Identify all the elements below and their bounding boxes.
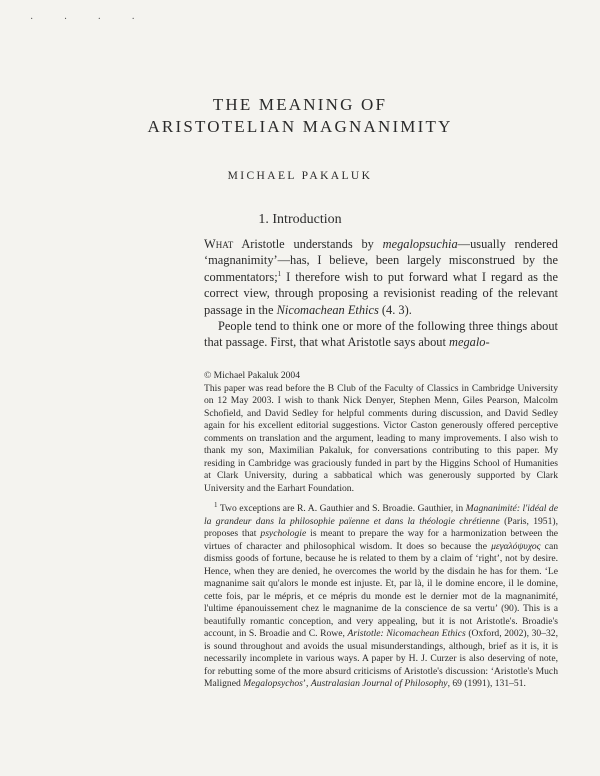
section-heading: 1. Introduction (258, 212, 342, 227)
paragraph-1: What Aristotle understands by megalopsuchia—usually rendered ‘magnanimity’—has, I believe, been largely misconstrued by the commentators;$^1$ I therefore wish to put forward what I regard as the correct view, through proposing a revisionist reading of the relevant passage in the Nicomachean Ethics (4. 3). (204, 237, 558, 317)
body-text (204, 236, 558, 351)
footnote-number: 1 (214, 500, 218, 509)
greek-term: μεγαλόψυχος (491, 540, 541, 552)
work-title: Nicomachean Ethics (276, 302, 379, 317)
paragraph-2: People tend to think one or more of the following three things about that passage. First, that what Aristotle says about megalo- (204, 319, 558, 350)
cited-work: Magnanimité: l'idéal de la grandeur dans la philosophie païenne et dans la théologie chrétienne (204, 503, 558, 527)
acknowledgement-note: This paper was read before the B Club of the Faculty of Classics in Cambridge University on 12 May 2003. I wish to thank Nick Denyer, Stephen Menn, Giles Pearson, Malcolm Schofield, and David Sedley for helpful comments during discussion, and David Sedley again for his excellent editorial suggestions. Victor Caston generously offered perceptive comments on translation and the argument, leading to many improvements. I also wish to thank my son, Maximilian Pakaluk, for conversations contributing to this paper. My residing in Cambridge was graciously funded in part by the Higgins School of Humanities at Clark University, during a sabbatical which was generously supported by Clark University and the Earhart Foundation. (204, 382, 558, 494)
author-name: MICHAEL PAKALUK (227, 170, 373, 182)
notes-block (204, 370, 558, 691)
greek-term: megalopsuchia (382, 237, 458, 251)
cited-work: Aristotle: Nicomachean Ethics (347, 628, 466, 639)
title-line-1: THE MEANING OF (212, 95, 388, 114)
term: Megalopsychos (243, 678, 303, 689)
journal-title: Australasian Journal of Philosophy (310, 678, 448, 689)
footnote-marker[interactable]: 1 (277, 269, 282, 278)
lead-word: What (204, 237, 234, 251)
copyright-line: © Michael Pakaluk 2004 (204, 370, 301, 381)
header-marks: · · · · (30, 14, 149, 25)
greek-term: megalo- (449, 335, 490, 350)
title-line-2: ARISTOTELIAN MAGNANIMITY (147, 117, 453, 136)
footnote-1: $^1$ Two exceptions are R. A. Gauthier and S. Broadie. Gauthier, in Magnanimité: l'idéal de la grandeur dans la philosophie païenne et dans la théologie chrétienne (Paris, 1951), proposes that psychologie is meant to prepare the way for a harmonization between the virtues of character and philosophical wisdom. It does so because the μεγαλόψυχος can dismiss goods of fortune, because he is related to them by a claim of ‘right’, not by desire. Hence, when they are denied, he overcomes the world by the disdain he has for them. ‘Le magnanime sait qu'alors le monde est injuste. Et, par là, il le domine encore, il le domine, cette fois, par le mépris, et ce mépris du monde est le dernier mot de la magnanimité, l'ultime épanouissement chez le magnanime de la conscience de sa vertu’ (90). This is a beautifully romantic conception, and very appealing, but it is not Aristotle's. Broadie's account, in S. Broadie and C. Rowe, Aristotle: Nicomachean Ethics (Oxford, 2002), 30–32, is sound throughout and avoids the usual misunderstandings, although, brief as it is, it is necessarily incomplete in various ways. A paper by H. J. Curzer is also deserving of note, for rebutting some of the more absurd criticisms of Aristotle's discussion: ‘Aristotle's Much Maligned Megalopsychos’, Australasian Journal of Philosophy, 69 (1991), 131–51. (204, 500, 559, 689)
term: psychologie (260, 528, 307, 539)
article-title (0, 94, 600, 138)
